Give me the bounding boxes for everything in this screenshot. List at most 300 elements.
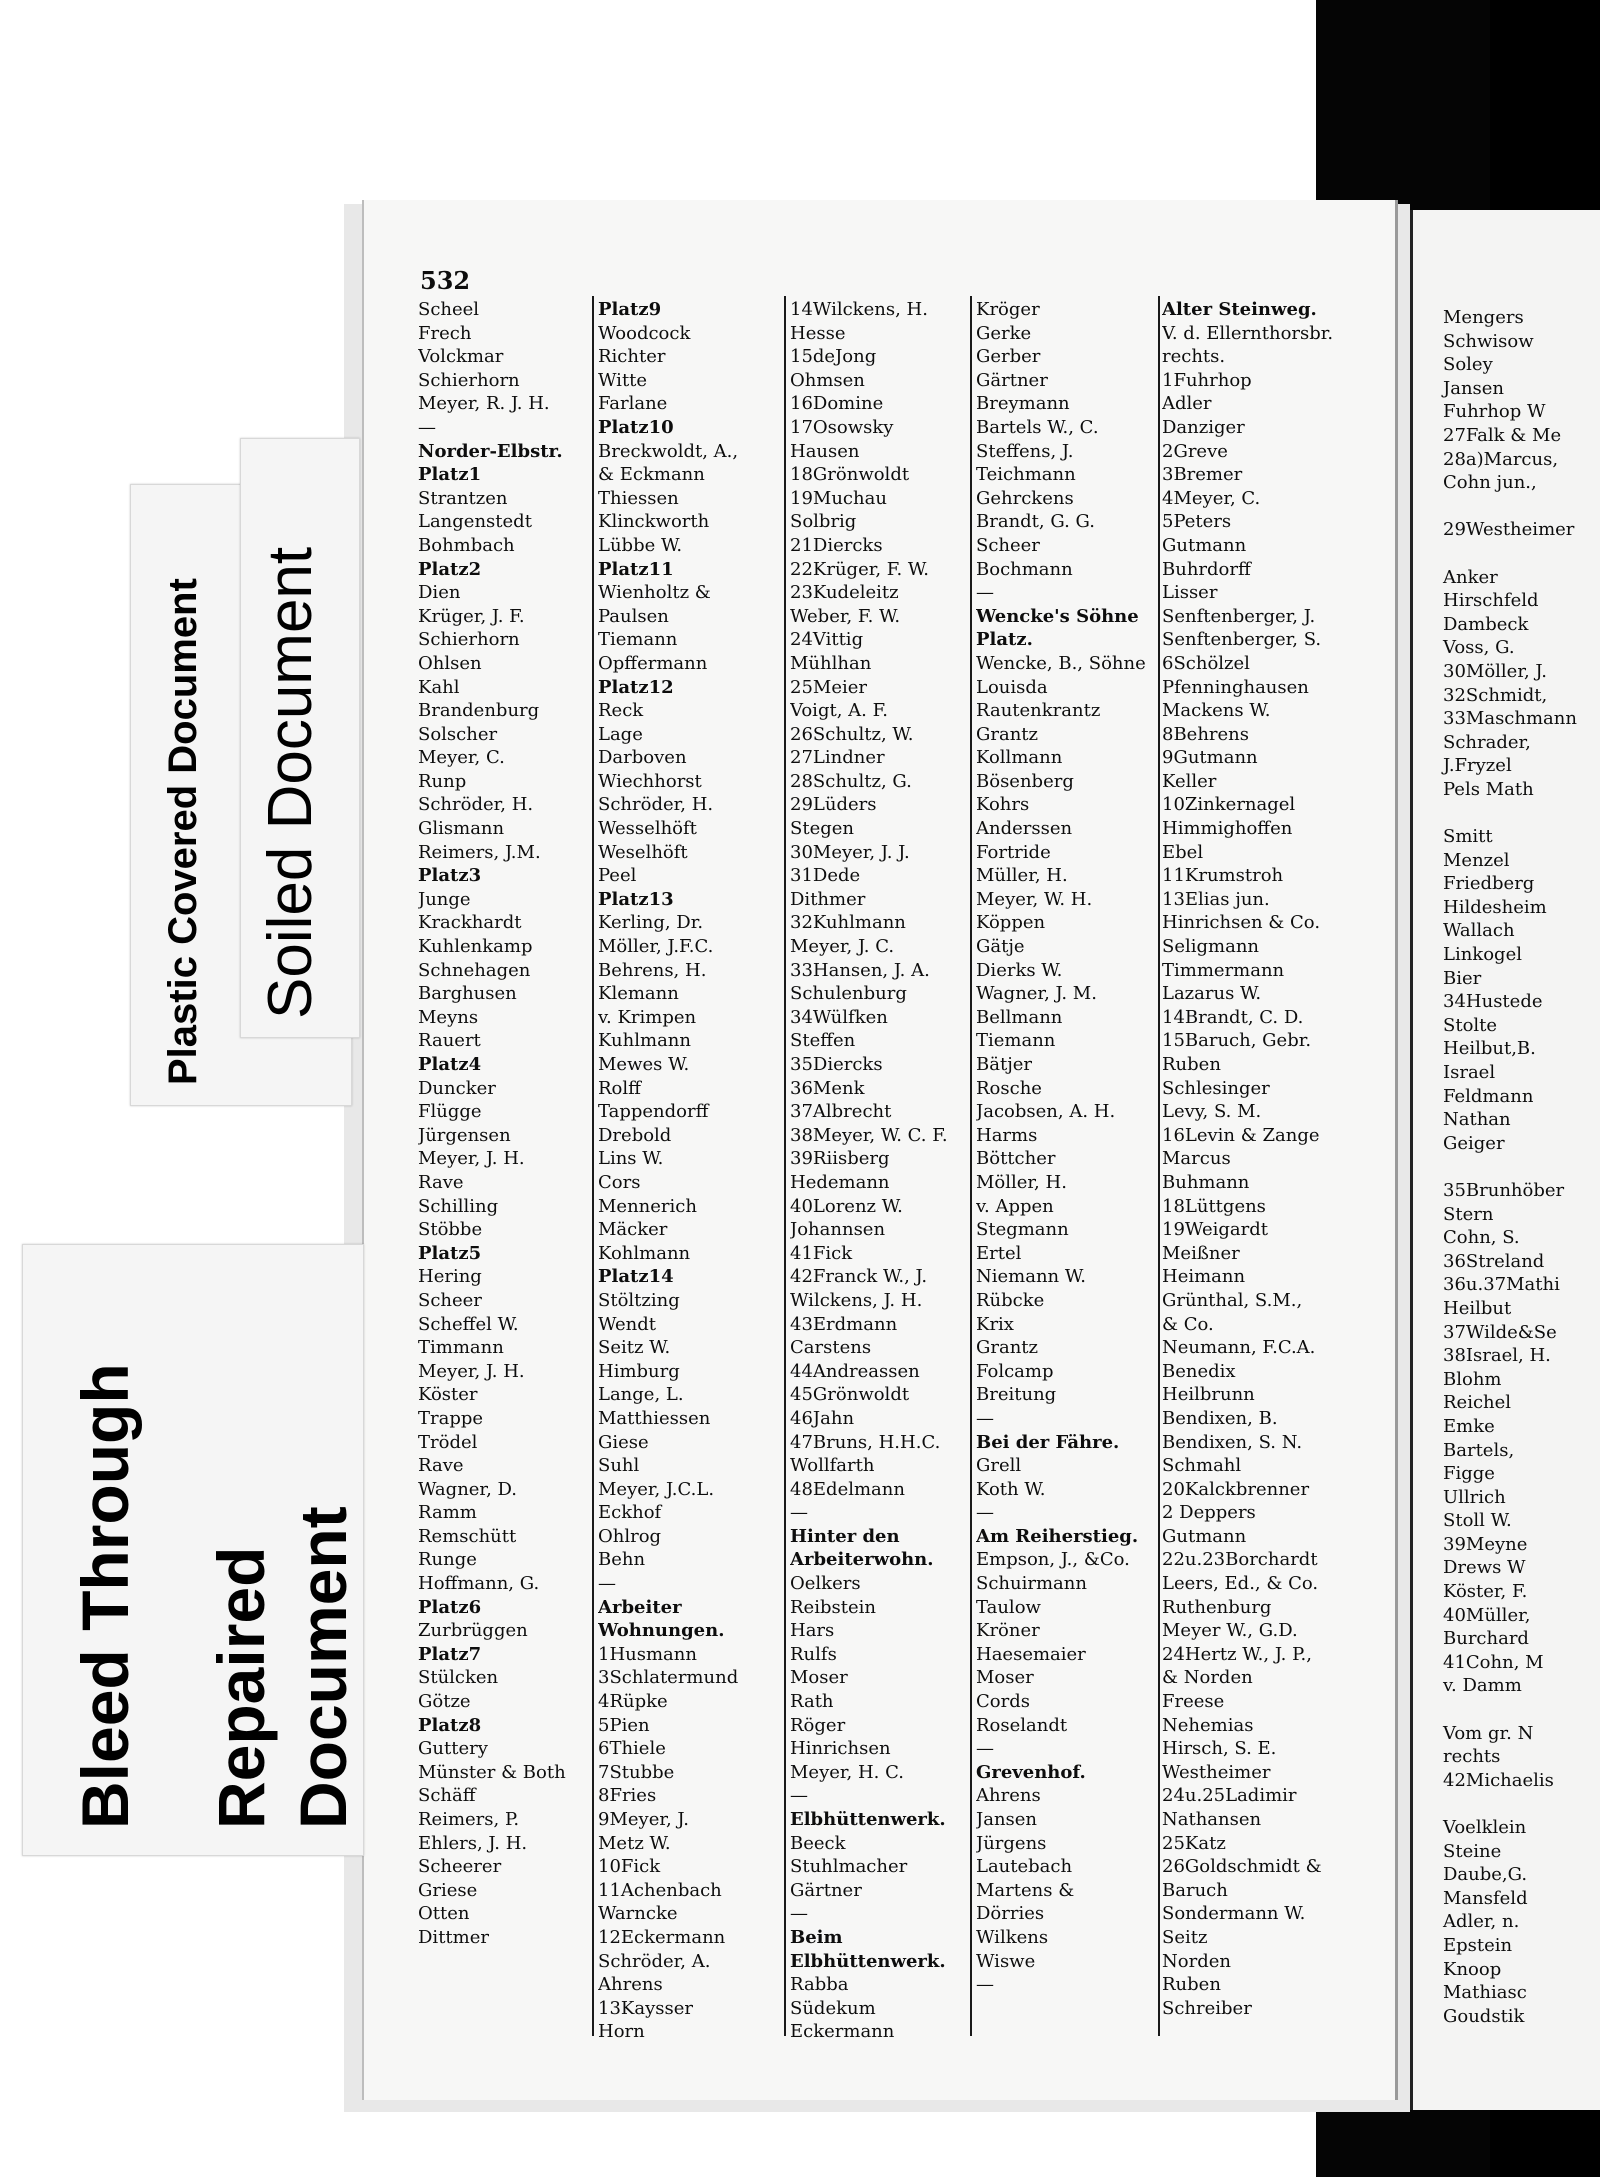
directory-entry: Grünthal, S.M.,	[1162, 1289, 1303, 1311]
directory-entry: Meyer, C.	[418, 747, 505, 769]
directory-entry: Anderssen	[976, 818, 1073, 840]
right-page-entry: Feldmann	[1443, 1085, 1534, 1107]
right-page-entry: Linkogel	[1443, 944, 1522, 966]
directory-entry: Stuhlmacher	[790, 1856, 908, 1878]
directory-entry: Moser	[976, 1667, 1034, 1689]
column-rule	[784, 296, 786, 2036]
column-4	[976, 298, 1160, 1997]
directory-entry: Trappe	[418, 1407, 484, 1429]
directory-entry: Meyer, H. C.	[790, 1761, 904, 1783]
right-page-entry: Blohm	[1443, 1368, 1502, 1390]
directory-entry: Heilbrunn	[1162, 1384, 1255, 1406]
right-page-entry: 40Müller,	[1443, 1604, 1531, 1626]
directory-entry: Marcus	[1162, 1148, 1231, 1170]
directory-entry: Südekum	[790, 1997, 876, 2019]
directory-entry: Hirsch, S. E.	[1162, 1738, 1277, 1760]
directory-entry: 29Lüders	[790, 794, 877, 816]
directory-entry: 28Schultz, G.	[790, 770, 912, 792]
directory-entry: Schulenburg	[790, 983, 907, 1005]
right-page-entry: Knoop	[1443, 1958, 1502, 1980]
directory-entry: Möller, H.	[976, 1171, 1067, 1193]
directory-entry: Witte	[598, 369, 648, 391]
directory-entry: Jacobsen, A. H.	[976, 1101, 1116, 1123]
directory-entry: Grantz	[976, 1337, 1039, 1359]
right-page-entry	[1443, 801, 1577, 825]
directory-entry: & Co.	[1162, 1313, 1214, 1335]
directory-entry: 19Muchau	[790, 487, 887, 509]
directory-entry: 44Andreassen	[790, 1360, 920, 1382]
directory-entry: Platz7	[418, 1643, 482, 1665]
directory-entry: Alter Steinweg.	[1162, 299, 1317, 320]
directory-entry: Schröder, A.	[598, 1950, 711, 1972]
right-page-entry: 33Maschmann	[1443, 708, 1577, 730]
directory-entry: Breymann	[976, 393, 1070, 415]
directory-entry: Kuhlenkamp	[418, 936, 533, 958]
directory-entry: Platz14	[598, 1266, 674, 1288]
directory-entry: Weber, F. W.	[790, 605, 901, 627]
directory-entry: Gutmann	[1162, 534, 1247, 556]
directory-entry: v. Krimpen	[598, 1006, 697, 1028]
directory-entry: 13Kaysser	[598, 1997, 693, 2019]
directory-entry: 37Albrecht	[790, 1101, 892, 1123]
directory-entry: Neumann, F.C.A.	[1162, 1337, 1316, 1359]
right-page-entry: Jansen	[1443, 377, 1505, 399]
directory-entry: Bartels W., C.	[976, 416, 1099, 438]
directory-entry: Lautebach	[976, 1856, 1073, 1878]
directory-entry: 24Vittig	[790, 629, 864, 651]
directory-entry: Arbeiterwohn.	[790, 1549, 934, 1571]
right-page-column	[1443, 306, 1577, 2028]
directory-entry: Platz10	[598, 416, 674, 438]
directory-entry: —	[598, 1573, 616, 1595]
directory-entry: 31Dede	[790, 865, 861, 887]
right-page-entry: Menzel	[1443, 849, 1510, 871]
right-page-entry: Adler, n.	[1443, 1911, 1520, 1933]
directory-entry: Junge	[418, 888, 471, 910]
right-page	[1410, 210, 1600, 2110]
directory-entry: Empson, J., &Co.	[976, 1549, 1130, 1571]
directory-entry: Böttcher	[976, 1148, 1056, 1170]
directory-entry: Langenstedt	[418, 511, 532, 533]
directory-entry: Gehrckens	[976, 487, 1074, 509]
directory-entry: Reibstein	[790, 1596, 876, 1618]
right-page-entry: 39Meyne	[1443, 1533, 1528, 1555]
directory-entry: 15deJong	[790, 346, 877, 368]
column-1	[418, 298, 588, 1950]
directory-entry: 9Meyer, J.	[598, 1809, 689, 1830]
directory-entry: Senftenberger, S.	[1162, 629, 1322, 651]
directory-entry: Steffen	[790, 1030, 856, 1052]
directory-entry: Volckmar	[418, 346, 504, 368]
directory-entry: 1Fuhrhop	[1162, 369, 1252, 391]
directory-entry: & Norden	[1162, 1667, 1253, 1689]
directory-entry: 14Wilckens, H.	[790, 299, 928, 320]
right-page-entry: Daube,G.	[1443, 1864, 1528, 1886]
directory-entry: Flügge	[418, 1101, 482, 1123]
directory-entry: Strantzen	[418, 487, 508, 509]
directory-entry: Krüger, J. F.	[418, 605, 525, 627]
directory-entry: Krackhardt	[418, 912, 522, 934]
directory-entry: Peel	[598, 865, 637, 887]
right-page-entry: 37Wilde&Se	[1443, 1321, 1557, 1343]
directory-entry: Bochmann	[976, 558, 1073, 580]
directory-entry: Nathansen	[1162, 1809, 1262, 1830]
directory-entry: Scheffel W.	[418, 1313, 519, 1335]
right-page-entry	[1443, 495, 1577, 519]
directory-entry: Duncker	[418, 1077, 496, 1099]
directory-entry: 4Rüpke	[598, 1691, 668, 1713]
directory-entry: Münster & Both	[418, 1761, 566, 1783]
directory-entry: Pfenninghausen	[1162, 676, 1309, 698]
directory-entry: Benedix	[1162, 1360, 1236, 1382]
directory-entry: Taulow	[976, 1596, 1041, 1618]
directory-entry: 19Weigardt	[1162, 1219, 1268, 1241]
directory-entry: Köppen	[976, 912, 1046, 934]
directory-entry: 18Grönwoldt	[790, 464, 910, 486]
directory-entry: Mennerich	[598, 1195, 697, 1217]
directory-entry: Hinrichsen & Co.	[1162, 912, 1321, 934]
directory-entry: 9Gutmann	[1162, 747, 1258, 769]
right-page-entry: Emke	[1443, 1415, 1495, 1437]
directory-entry: Meyns	[418, 1006, 479, 1028]
directory-entry: Suhl	[598, 1455, 640, 1477]
right-page-entry: Soley	[1443, 354, 1493, 376]
directory-entry: Meyer, W. H.	[976, 888, 1093, 910]
label-soiled	[240, 438, 360, 1038]
directory-entry: Platz9	[598, 299, 662, 320]
directory-entry: Wencke's Söhne	[976, 605, 1139, 627]
directory-entry: Meyer, R. J. H.	[418, 393, 550, 415]
directory-entry: Martens &	[976, 1879, 1075, 1901]
directory-entry: Bösenberg	[976, 770, 1074, 792]
right-page-entry: Epstein	[1443, 1934, 1513, 1956]
right-page-entry: 27Falk & Me	[1443, 424, 1562, 446]
directory-entry: Kohrs	[976, 794, 1030, 816]
directory-entry: 3Bremer	[1162, 464, 1243, 486]
directory-entry: Ruthenburg	[1162, 1596, 1272, 1618]
right-page-entry: 32Schmidt,	[1443, 684, 1548, 706]
directory-entry: Ohlsen	[418, 652, 482, 674]
right-page-entry: Heilbut	[1443, 1297, 1512, 1319]
directory-entry: Lisser	[1162, 582, 1218, 604]
directory-entry: Keller	[1162, 770, 1217, 792]
directory-entry: Breitung	[976, 1384, 1057, 1406]
directory-entry: Ebel	[1162, 841, 1204, 863]
directory-entry: Platz8	[418, 1714, 482, 1736]
directory-entry: Jansen	[976, 1809, 1038, 1830]
directory-entry: Giese	[598, 1431, 649, 1453]
directory-entry: Gerke	[976, 322, 1032, 344]
label-plastic-covered-text: Plastic Covered Document	[161, 578, 205, 1085]
directory-entry: Mewes W.	[598, 1054, 690, 1075]
directory-entry: Guttery	[418, 1738, 488, 1760]
directory-entry: Voigt, A. F.	[790, 700, 888, 722]
directory-entry: Adler	[1162, 393, 1212, 415]
directory-entry: 40Lorenz W.	[790, 1195, 903, 1217]
directory-entry: Wesselhöft	[598, 818, 697, 840]
directory-entry: Elbhüttenwerk.	[790, 1950, 946, 1972]
right-page-entry: Anker	[1443, 566, 1498, 588]
directory-entry: 10Fick	[598, 1856, 661, 1878]
right-page-entry: Geiger	[1443, 1132, 1505, 1154]
directory-entry: 38Meyer, W. C. F.	[790, 1124, 948, 1146]
right-page-entry: Reichel	[1443, 1392, 1512, 1414]
directory-entry: Steffens, J.	[976, 440, 1074, 462]
directory-entry: 43Erdmann	[790, 1313, 898, 1335]
directory-entry: Meißner	[1162, 1242, 1240, 1264]
directory-entry: Stöbbe	[418, 1219, 483, 1241]
directory-entry: Brandt, G. G.	[976, 511, 1095, 533]
directory-entry: —	[976, 1502, 994, 1524]
right-page-entry: 35Brunhöber	[1443, 1179, 1565, 1201]
directory-entry: v. Appen	[976, 1195, 1054, 1217]
directory-entry: 8Fries	[598, 1785, 657, 1807]
directory-entry: Timmermann	[1162, 959, 1285, 981]
right-page-entry: 36Streland	[1443, 1250, 1545, 1272]
directory-entry: 13Elias jun.	[1162, 888, 1270, 910]
directory-entry: Solbrig	[790, 511, 857, 533]
right-page-entry: Stern	[1443, 1203, 1494, 1225]
directory-entry: Beim	[790, 1926, 843, 1948]
directory-entry: 30Meyer, J. J.	[790, 841, 910, 863]
directory-entry: Farlane	[598, 393, 668, 415]
directory-entry: Wendt	[598, 1313, 657, 1335]
directory-entry: 16Levin & Zange	[1162, 1124, 1320, 1146]
directory-entry: Bellmann	[976, 1006, 1063, 1028]
right-page-entry: Mengers	[1443, 307, 1524, 328]
right-page-entry: Figge	[1443, 1463, 1495, 1485]
directory-entry: Platz.	[976, 629, 1033, 651]
directory-entry: Meyer, J. H.	[418, 1148, 525, 1170]
directory-entry: Brandenburg	[418, 700, 540, 722]
directory-entry: Hars	[790, 1620, 835, 1642]
right-page-entry: Stoll W.	[1443, 1510, 1512, 1532]
directory-entry: 2 Deppers	[1162, 1502, 1256, 1524]
directory-entry: —	[790, 1785, 808, 1807]
directory-entry: Reck	[598, 700, 644, 722]
directory-entry: Krix	[976, 1313, 1014, 1335]
directory-entry: Am Reiherstieg.	[976, 1525, 1139, 1547]
directory-entry: Remschütt	[418, 1525, 517, 1547]
page-number: 532	[420, 266, 471, 295]
directory-entry: Röger	[790, 1714, 846, 1736]
right-page-entry: Israel	[1443, 1062, 1496, 1083]
directory-entry: 18Lüttgens	[1162, 1195, 1266, 1217]
right-page-entry: rechts	[1443, 1746, 1501, 1768]
directory-entry: Solscher	[418, 723, 498, 745]
right-page-entry: Cohn, S.	[1443, 1227, 1520, 1249]
directory-entry: Oelkers	[790, 1573, 861, 1595]
directory-entry: Barghusen	[418, 983, 517, 1005]
directory-entry: Ohmsen	[790, 369, 865, 391]
right-page-entry: 29Westheimer	[1443, 519, 1575, 541]
directory-entry: 46Jahn	[790, 1407, 855, 1429]
directory-entry: Wienholtz &	[598, 582, 711, 604]
directory-entry: Warncke	[598, 1903, 678, 1925]
directory-entry: —	[976, 1407, 994, 1429]
directory-entry: Wollfarth	[790, 1455, 875, 1477]
directory-entry: Gärtner	[790, 1879, 862, 1901]
label-bleed-through-text: Bleed Through	[68, 1363, 142, 1829]
directory-entry: Rosche	[976, 1077, 1042, 1099]
directory-entry: Scheerer	[418, 1856, 502, 1878]
directory-entry: 5Pien	[598, 1714, 650, 1736]
directory-entry: Kollmann	[976, 747, 1063, 769]
directory-entry: Louisda	[976, 676, 1048, 698]
right-page-entry: 28a)Marcus,	[1443, 448, 1559, 470]
directory-entry: Ruben	[1162, 1974, 1221, 1996]
directory-entry: Stülcken	[418, 1667, 499, 1689]
directory-entry: Thiessen	[598, 487, 679, 509]
directory-entry: Dien	[418, 582, 461, 604]
directory-entry: Harms	[976, 1124, 1038, 1146]
right-page-entry: 30Möller, J.	[1443, 660, 1547, 682]
label-bleed-repaired	[22, 1244, 364, 1856]
directory-entry: Schuirmann	[976, 1573, 1087, 1595]
directory-entry: Wencke, B., Söhne	[976, 652, 1146, 674]
directory-entry: Platz11	[598, 558, 674, 580]
right-page-entry: Burchard	[1443, 1628, 1529, 1650]
directory-entry: Levy, S. M.	[1162, 1101, 1262, 1123]
directory-entry: Dierks W.	[976, 959, 1063, 981]
directory-entry: Lins W.	[598, 1148, 664, 1170]
directory-entry: Gätje	[976, 936, 1025, 958]
directory-entry: Platz4	[418, 1054, 482, 1075]
directory-entry: 2Greve	[1162, 440, 1228, 462]
directory-entry: Matthiessen	[598, 1407, 711, 1429]
directory-entry: 22u.23Borchardt	[1162, 1549, 1318, 1571]
directory-entry: Lazarus W.	[1162, 983, 1262, 1005]
directory-entry: Köster	[418, 1384, 478, 1406]
directory-entry: Schlesinger	[1162, 1077, 1270, 1099]
directory-entry: 33Hansen, J. A.	[790, 959, 930, 981]
directory-entry: Bei der Fähre.	[976, 1431, 1120, 1453]
right-page-entry: Bartels,	[1443, 1439, 1515, 1461]
directory-entry: Tiemann	[976, 1030, 1056, 1052]
directory-entry: Freese	[1162, 1691, 1225, 1713]
directory-entry: 14Brandt, C. D.	[1162, 1006, 1304, 1028]
directory-entry: 32Kuhlmann	[790, 912, 906, 934]
directory-entry: Johannsen	[790, 1219, 886, 1241]
directory-entry: Ohlrog	[598, 1525, 662, 1547]
right-page-entry	[1443, 1792, 1577, 1816]
directory-entry: Ruben	[1162, 1054, 1221, 1075]
right-page-entry: 38Israel, H.	[1443, 1345, 1551, 1367]
directory-entry: Norden	[1162, 1950, 1231, 1972]
directory-entry: Gärtner	[976, 369, 1048, 391]
directory-entry: Moser	[790, 1667, 848, 1689]
right-page-entry: Vom gr. N	[1443, 1722, 1534, 1744]
directory-entry: Wohnungen.	[598, 1620, 725, 1642]
directory-entry: Platz12	[598, 676, 674, 698]
right-page-entry: Köster, F.	[1443, 1581, 1528, 1603]
directory-entry: 12Eckermann	[598, 1926, 726, 1948]
label-document-text: Document	[286, 1506, 360, 1829]
directory-entry: Runp	[418, 770, 467, 792]
directory-entry: Grevenhof.	[976, 1761, 1086, 1783]
directory-entry: Lage	[598, 723, 643, 745]
directory-entry: 21Diercks	[790, 534, 883, 556]
directory-entry: Wilkens	[976, 1926, 1049, 1948]
directory-entry: —	[976, 1974, 994, 1996]
right-page-entry: Cohn jun.,	[1443, 472, 1537, 494]
directory-entry: Hausen	[790, 440, 860, 462]
directory-entry: Norder-Elbstr.	[418, 440, 563, 462]
right-page-entry: Hildesheim	[1443, 896, 1547, 918]
directory-entry: Eckermann	[790, 2021, 895, 2043]
directory-entry: 24Hertz W., J. P.,	[1162, 1643, 1312, 1665]
column-3	[790, 298, 968, 2044]
directory-entry: Schnehagen	[418, 959, 531, 981]
directory-entry: 5Peters	[1162, 511, 1232, 533]
directory-entry: Bohmbach	[418, 534, 515, 556]
directory-entry: 34Wülfken	[790, 1006, 888, 1028]
directory-entry: Roselandt	[976, 1714, 1068, 1736]
directory-entry: Metz W.	[598, 1832, 671, 1854]
right-page-entry: Hirschfeld	[1443, 590, 1539, 612]
directory-entry: Ramm	[418, 1502, 477, 1524]
directory-entry: Griese	[418, 1879, 478, 1901]
right-page-entry: Dambeck	[1443, 613, 1529, 635]
directory-entry: Kuhlmann	[598, 1030, 691, 1052]
directory-entry: —	[418, 416, 436, 438]
directory-entry: Gutmann	[1162, 1525, 1247, 1547]
column-rule	[1158, 296, 1160, 2036]
directory-entry: Lübbe W.	[598, 534, 683, 556]
directory-entry: Cors	[598, 1171, 641, 1193]
directory-entry: Kahl	[418, 676, 460, 698]
directory-entry: Baruch	[1162, 1879, 1228, 1901]
right-page-entry: Smitt	[1443, 826, 1493, 848]
right-page-entry: Voss, G.	[1443, 637, 1515, 659]
right-page-entry: 41Cohn, M	[1443, 1651, 1544, 1673]
directory-entry: Dörries	[976, 1903, 1045, 1925]
directory-entry: Behn	[598, 1549, 646, 1571]
directory-entry: Seligmann	[1162, 936, 1260, 958]
directory-entry: Ahrens	[598, 1974, 663, 1996]
directory-entry: 25Meier	[790, 676, 868, 698]
column-rule	[970, 296, 972, 2036]
directory-entry: Kröner	[976, 1620, 1040, 1642]
directory-entry: Platz13	[598, 888, 674, 910]
directory-entry: 24u.25Ladimir	[1162, 1785, 1297, 1807]
directory-entry: Dithmer	[790, 888, 866, 910]
directory-entry: Jürgensen	[418, 1124, 511, 1146]
directory-entry: Weselhöft	[598, 841, 688, 863]
directory-entry: Trödel	[418, 1431, 478, 1453]
directory-entry: —	[976, 582, 994, 604]
directory-entry: Meyer, J. C.	[790, 936, 895, 958]
directory-entry: Teichmann	[976, 464, 1076, 486]
directory-entry: Möller, J.F.C.	[598, 936, 714, 958]
column-2	[598, 298, 786, 2044]
directory-entry: Buhmann	[1162, 1171, 1250, 1193]
directory-entry: Heimann	[1162, 1266, 1246, 1288]
directory-entry: Dittmer	[418, 1926, 489, 1948]
right-page-entry	[1443, 542, 1577, 566]
directory-entry: Platz2	[418, 558, 482, 580]
directory-entry: Senftenberger, J.	[1162, 605, 1316, 627]
directory-entry: Platz6	[418, 1596, 482, 1618]
directory-entry: Wagner, D.	[418, 1478, 518, 1500]
directory-entry: Meyer, J.C.L.	[598, 1478, 715, 1500]
directory-entry: Elbhüttenwerk.	[790, 1809, 946, 1830]
directory-entry: Kohlmann	[598, 1242, 691, 1264]
right-page-entry: v. Damm	[1443, 1675, 1522, 1697]
right-page-entry: Mansfeld	[1443, 1887, 1528, 1909]
directory-entry: Wagner, J. M.	[976, 983, 1097, 1005]
directory-entry: Meyer W., G.D.	[1162, 1620, 1298, 1642]
